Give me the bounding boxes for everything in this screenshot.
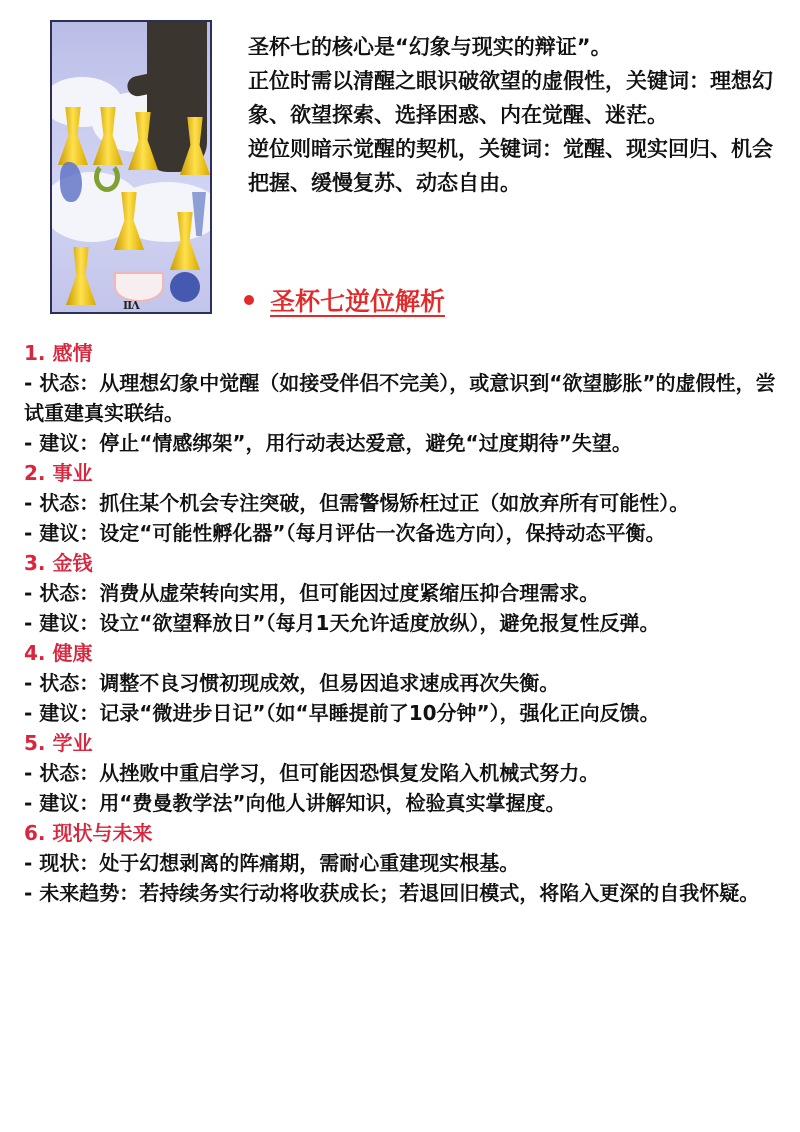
- topic-item: - 状态：消费从虚荣转向实用，但可能因过度紧缩压抑合理需求。: [24, 581, 600, 605]
- intro-line: 圣杯七的核心是“幻象与现实的辩证”。: [248, 35, 612, 59]
- head: [170, 272, 200, 302]
- cup: [62, 107, 84, 167]
- tarot-card-image: [50, 20, 212, 314]
- bullet-dot-icon: [244, 295, 254, 305]
- topic-money: [24, 548, 784, 638]
- topic-item: - 状态：从理想幻象中觉醒（如接受伴侣不完美），或意识到“欲望膨胀”的虚假性，尝试重建真实联结。: [24, 371, 776, 425]
- topic-love: [24, 338, 784, 458]
- cup: [174, 212, 196, 272]
- topic-heading: 3. 金钱: [24, 551, 93, 575]
- topic-item: - 建议：停止“情感绑架”，用行动表达爱意，避免“过度期待”失望。: [24, 431, 632, 455]
- topic-career: [24, 458, 784, 548]
- intro-text: [248, 30, 778, 200]
- topic-item: - 状态：从挫败中重启学习，但可能因恐惧复发陷入机械式努力。: [24, 761, 600, 785]
- dragon: [60, 162, 82, 202]
- topic-item: - 建议：设定“可能性孵化器”（每月评估一次备选方向），保持动态平衡。: [24, 521, 666, 545]
- topic-item: - 建议：用“费曼教学法”向他人讲解知识，检验真实掌握度。: [24, 791, 566, 815]
- topic-heading: 6. 现状与未来: [24, 821, 153, 845]
- card-numeral: VII: [124, 298, 140, 311]
- cup: [132, 112, 154, 172]
- cup: [184, 117, 206, 177]
- topic-heading: 4. 健康: [24, 641, 93, 665]
- topic-heading: 2. 事业: [24, 461, 93, 485]
- topic-health: [24, 638, 784, 728]
- intro-line: 逆位则暗示觉醒的契机，关键词：觉醒、现实回归、机会把握、缓慢复苏、动态自由。: [248, 137, 773, 195]
- topic-study: [24, 728, 784, 818]
- topic-item: - 未来趋势：若持续务实行动将收获成长；若退回旧模式，将陷入更深的自我怀疑。: [24, 881, 760, 905]
- laurel-wreath: [94, 162, 120, 192]
- topic-item: - 建议：记录“微进步日记”（如“早睡提前了10分钟”），强化正向反馈。: [24, 701, 660, 725]
- topic-item: - 建议：设立“欲望释放日”（每月1天允许适度放纵），避免报复性反弹。: [24, 611, 660, 635]
- topic-heading: 1. 感情: [24, 341, 93, 365]
- section-heading: [244, 282, 445, 318]
- cup: [97, 107, 119, 167]
- cup: [118, 192, 140, 252]
- intro-line: 正位时需以清醒之眼识破欲望的虚假性，关键词：理想幻象、欲望探索、选择困惑、内在觉醒、迷茫。: [248, 69, 773, 127]
- topic-item: - 状态：调整不良习惯初现成效，但易因追求速成再次失衡。: [24, 671, 560, 695]
- topic-item: - 现状：处于幻想剥离的阵痛期，需耐心重建现实根基。: [24, 851, 520, 875]
- topic-heading: 5. 学业: [24, 731, 93, 755]
- topics-list: [24, 338, 784, 908]
- topic-present-future: [24, 818, 784, 908]
- topic-item: - 状态：抓住某个机会专注突破，但需警惕矫枉过正（如放弃所有可能性）。: [24, 491, 690, 515]
- section-title: 圣杯七逆位解析: [270, 287, 446, 316]
- cup: [70, 247, 92, 307]
